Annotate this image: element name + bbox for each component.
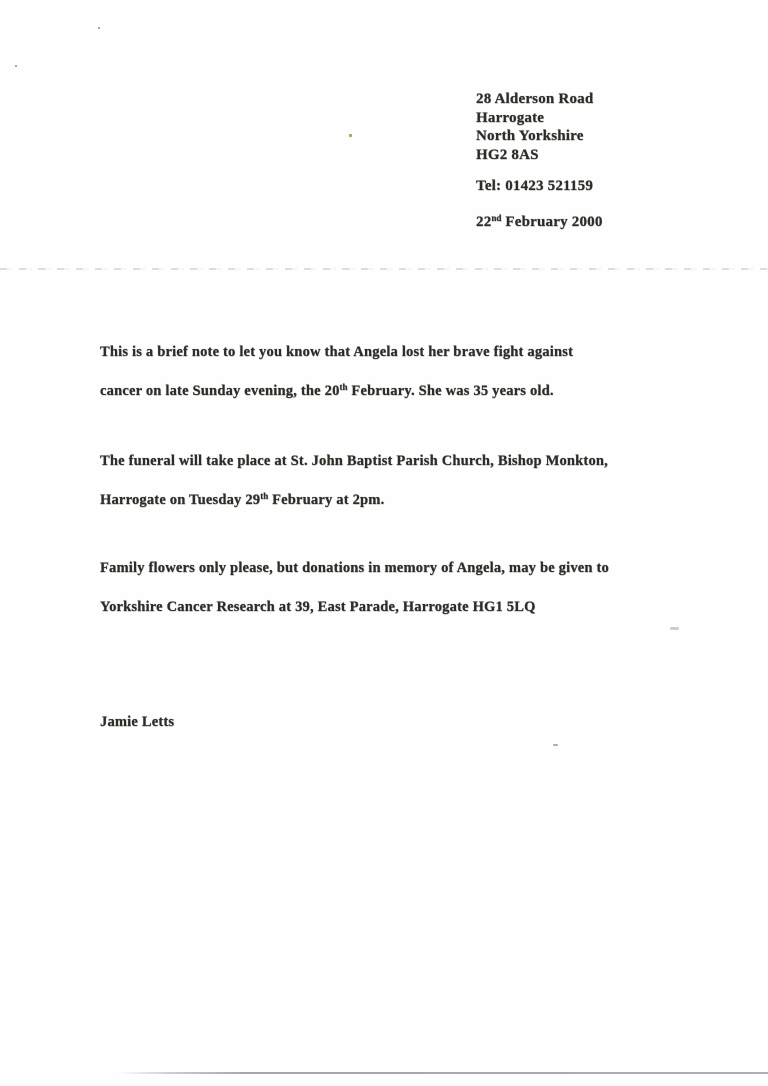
scan-edge-line <box>118 1072 768 1074</box>
paragraph-1-line-1: This is a brief note to let you know that Angela lost her brave fight against <box>100 344 574 360</box>
address-line-3: North Yorkshire <box>476 128 584 144</box>
paragraph-1-line-2: cancer on late Sunday evening, the 20th February. She was 35 years old. <box>100 382 554 399</box>
scan-speck <box>98 27 100 29</box>
scan-speck <box>349 134 352 137</box>
telephone-line: Tel: 01423 521159 <box>476 178 594 194</box>
sender-address <box>476 90 593 164</box>
paragraph-2 <box>100 440 720 518</box>
date-ordinal: nd <box>491 213 502 223</box>
date-day: 22 <box>476 214 492 230</box>
paragraph-2-line-1: The funeral will take place at St. John Baptist Parish Church, Bishop Monkton, <box>100 453 608 469</box>
paragraph-3-line-2: Yorkshire Cancer Research at 39, East Parade, Harrogate HG1 5LQ <box>100 599 536 615</box>
date-rest: February 2000 <box>501 214 603 230</box>
signature: Jamie Letts <box>100 714 175 730</box>
scan-speck <box>553 744 558 746</box>
paragraph-2-line-2: Harrogate on Tuesday 29th February at 2pm. <box>100 491 385 508</box>
letter-date <box>476 213 603 231</box>
paragraph-3-line-1: Family flowers only please, but donations in memory of Angela, may be given to <box>100 560 609 576</box>
scan-fold-line <box>0 268 768 270</box>
address-line-1: 28 Alderson Road <box>476 91 594 107</box>
address-line-4: HG2 8AS <box>476 146 539 163</box>
paragraph-1 <box>100 331 720 409</box>
address-line-2: Harrogate <box>476 109 545 126</box>
scan-speck <box>15 65 17 67</box>
scan-speck <box>670 627 679 630</box>
paragraph-3 <box>100 547 720 625</box>
